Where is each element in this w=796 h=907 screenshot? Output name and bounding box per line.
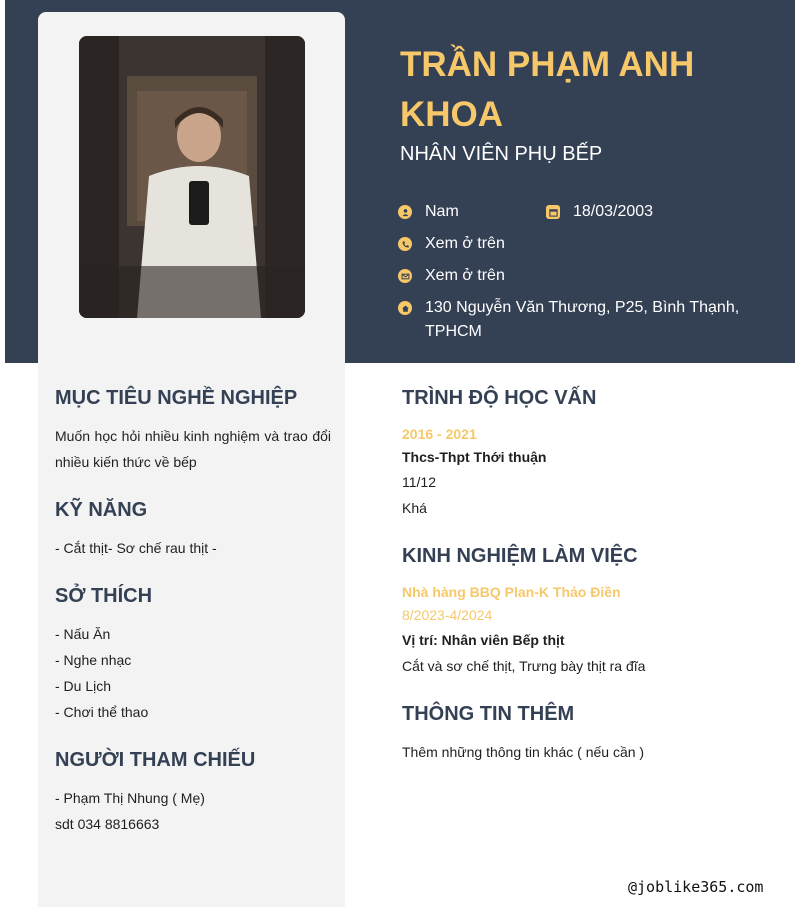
- education-heading: TRÌNH ĐỘ HỌC VẤN: [402, 387, 597, 409]
- birthdate-row: [546, 200, 746, 224]
- objective-text: Muốn học hỏi nhiều kinh nghiệm và trao đổi nhiều kiến thức về bếp: [55, 428, 331, 470]
- additional-info-text: Thêm những thông tin khác ( nếu cần ): [402, 744, 645, 760]
- hobby-item: - Du Lịch: [55, 678, 112, 694]
- phone-icon: [398, 237, 412, 251]
- home-icon: [398, 301, 412, 315]
- hobby-item: - Nghe nhạc: [55, 652, 132, 668]
- address-value: 130 Nguyễn Văn Thương, P25, Bình Thạnh, TPHCM: [425, 299, 740, 340]
- birthdate-value: 18/03/2003: [573, 203, 654, 220]
- experience-heading: KINH NGHIỆM LÀM VIỆC: [402, 545, 638, 567]
- experience-company: Nhà hàng BBQ Plan-K Thảo Điền: [402, 584, 621, 600]
- experience-description: Cắt và sơ chế thịt, Trưng bày thịt ra đĩa: [402, 658, 646, 674]
- hobby-item: - Chơi thể thao: [55, 704, 149, 720]
- education-school: Thcs-Thpt Thới thuận: [402, 449, 547, 465]
- education-ranking: Khá: [402, 500, 427, 516]
- job-title: NHÂN VIÊN PHỤ BẾP: [400, 143, 603, 165]
- address-row: [398, 296, 743, 344]
- candidate-name: TRẦN PHẠM ANH KHOA: [400, 45, 695, 134]
- gender-value: Nam: [425, 203, 459, 220]
- email-row: [398, 264, 738, 288]
- email-icon: [398, 269, 412, 283]
- phone-value: Xem ở trên: [425, 235, 505, 252]
- gender-row: [398, 200, 538, 224]
- profile-photo: [79, 36, 305, 318]
- calendar-icon: [546, 205, 560, 219]
- reference-name: - Phạm Thị Nhung ( Mẹ): [55, 790, 205, 806]
- user-icon: [398, 205, 412, 219]
- education-period: 2016 - 2021: [402, 426, 477, 442]
- skills-text: - Cắt thịt- Sơ chế rau thịt -: [55, 540, 217, 556]
- skills-heading: KỸ NĂNG: [55, 499, 148, 521]
- hobby-item: - Nấu Ăn: [55, 626, 111, 642]
- objective-heading: MỤC TIÊU NGHỀ NGHIỆP: [55, 387, 298, 409]
- email-value: Xem ở trên: [425, 267, 505, 284]
- phone-row: [398, 232, 738, 256]
- experience-period: 8/2023-4/2024: [402, 607, 493, 623]
- education-grade: 11/12: [402, 474, 436, 490]
- references-heading: NGƯỜI THAM CHIẾU: [55, 749, 256, 771]
- watermark: @joblike365.com: [628, 878, 764, 896]
- reference-phone: sdt 034 8816663: [55, 816, 160, 832]
- additional-info-heading: THÔNG TIN THÊM: [402, 703, 575, 725]
- hobbies-heading: SỞ THÍCH: [55, 585, 153, 607]
- experience-position: Vị trí: Nhân viên Bếp thịt: [402, 632, 565, 648]
